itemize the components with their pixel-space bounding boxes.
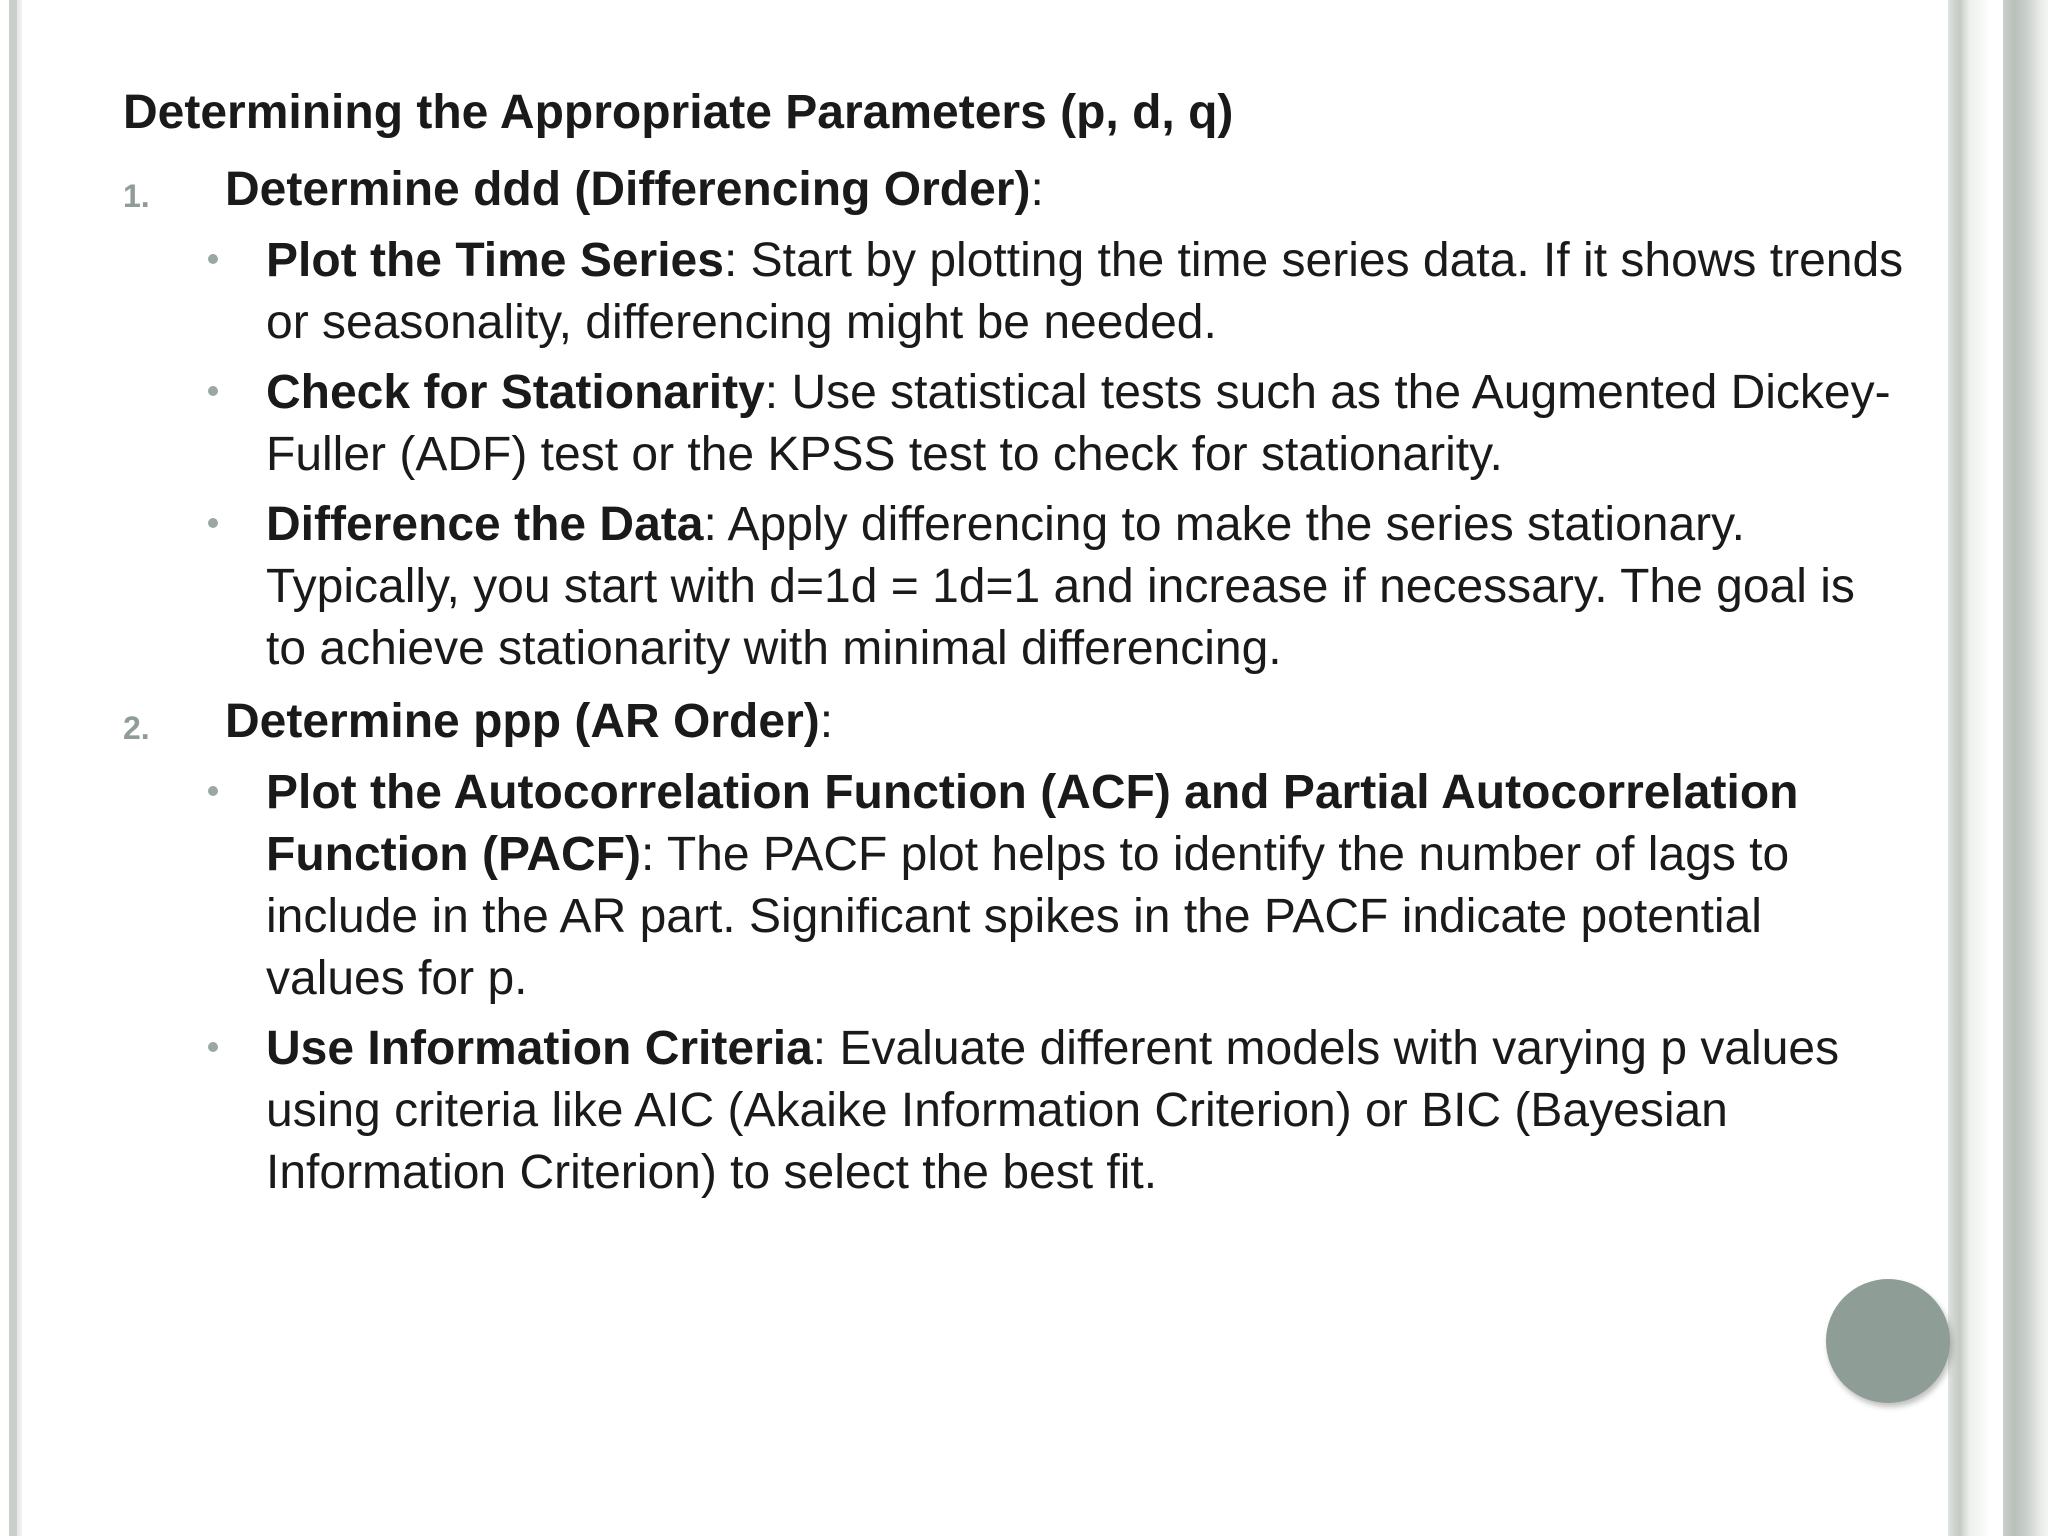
section-heading-suffix: : bbox=[819, 695, 834, 748]
list-item bbox=[266, 494, 1906, 680]
right-frame-decoration bbox=[1948, 0, 2048, 1536]
list-number: 1. bbox=[123, 178, 150, 214]
bullet-text: : Apply differencing to make the series stationary. Typically, you start with d=1d = 1d=1 and increase if necessary. The goal is to achieve stationarity with minimal differencing. bbox=[266, 498, 1855, 675]
bullet-icon bbox=[208, 1042, 218, 1052]
section-heading-bold: Determine ddd (Differencing Order) bbox=[225, 163, 1031, 216]
bullet-term: Difference the Data bbox=[266, 498, 704, 551]
section-heading-suffix: : bbox=[1030, 163, 1044, 216]
numbered-item-differencing-order bbox=[123, 158, 1904, 680]
bullet-icon bbox=[208, 254, 218, 264]
numbered-item-ar-order bbox=[123, 690, 1840, 1204]
slide-title: Determining the Appropriate Parameters (p, d, q) bbox=[123, 86, 1234, 139]
bullet-text: : Start by plotting the time series data. If it shows trends or seasonality, differencing might be needed. bbox=[266, 234, 1904, 349]
section-heading bbox=[225, 158, 1803, 222]
left-frame-decoration bbox=[0, 0, 22, 1536]
bullet-text: : Evaluate different models with varying p values using criteria like AIC (Akaike Information Criterion) or BIC (Bayesian Information Criterion) to select the best fit. bbox=[266, 1022, 1840, 1199]
list-item bbox=[266, 230, 1906, 354]
bullet-icon bbox=[208, 786, 218, 796]
bullet-icon bbox=[208, 518, 218, 528]
bullet-list bbox=[123, 230, 1904, 680]
slide-content bbox=[123, 78, 1904, 1204]
bullet-term: Plot the Autocorrelation Function (ACF) and Partial Autocorrelation Function (PACF) bbox=[266, 766, 1799, 881]
bullet-text: : The PACF plot helps to identify the number of lags to include in the AR part. Significant spikes in the PACF indicate potential values for p. bbox=[266, 828, 1790, 1005]
list-item bbox=[266, 762, 1906, 1010]
bullet-text: : Use statistical tests such as the Augmented Dickey-Fuller (ADF) test or the KPSS test to check for stationarity. bbox=[266, 366, 1891, 481]
list-item bbox=[266, 1018, 1906, 1204]
section-heading-bold: Determine ppp (AR Order) bbox=[225, 695, 820, 748]
slide-nav-circle-button[interactable] bbox=[1826, 1279, 1950, 1403]
list-number: 2. bbox=[123, 710, 150, 746]
bullet-term: Use Information Criteria bbox=[266, 1022, 813, 1075]
bullet-icon bbox=[208, 386, 218, 396]
list-item bbox=[266, 362, 1906, 486]
bullet-list bbox=[123, 762, 1840, 1204]
bullet-term: Plot the Time Series bbox=[266, 234, 724, 287]
bullet-term: Check for Stationarity bbox=[266, 366, 765, 419]
section-heading bbox=[225, 690, 1803, 754]
